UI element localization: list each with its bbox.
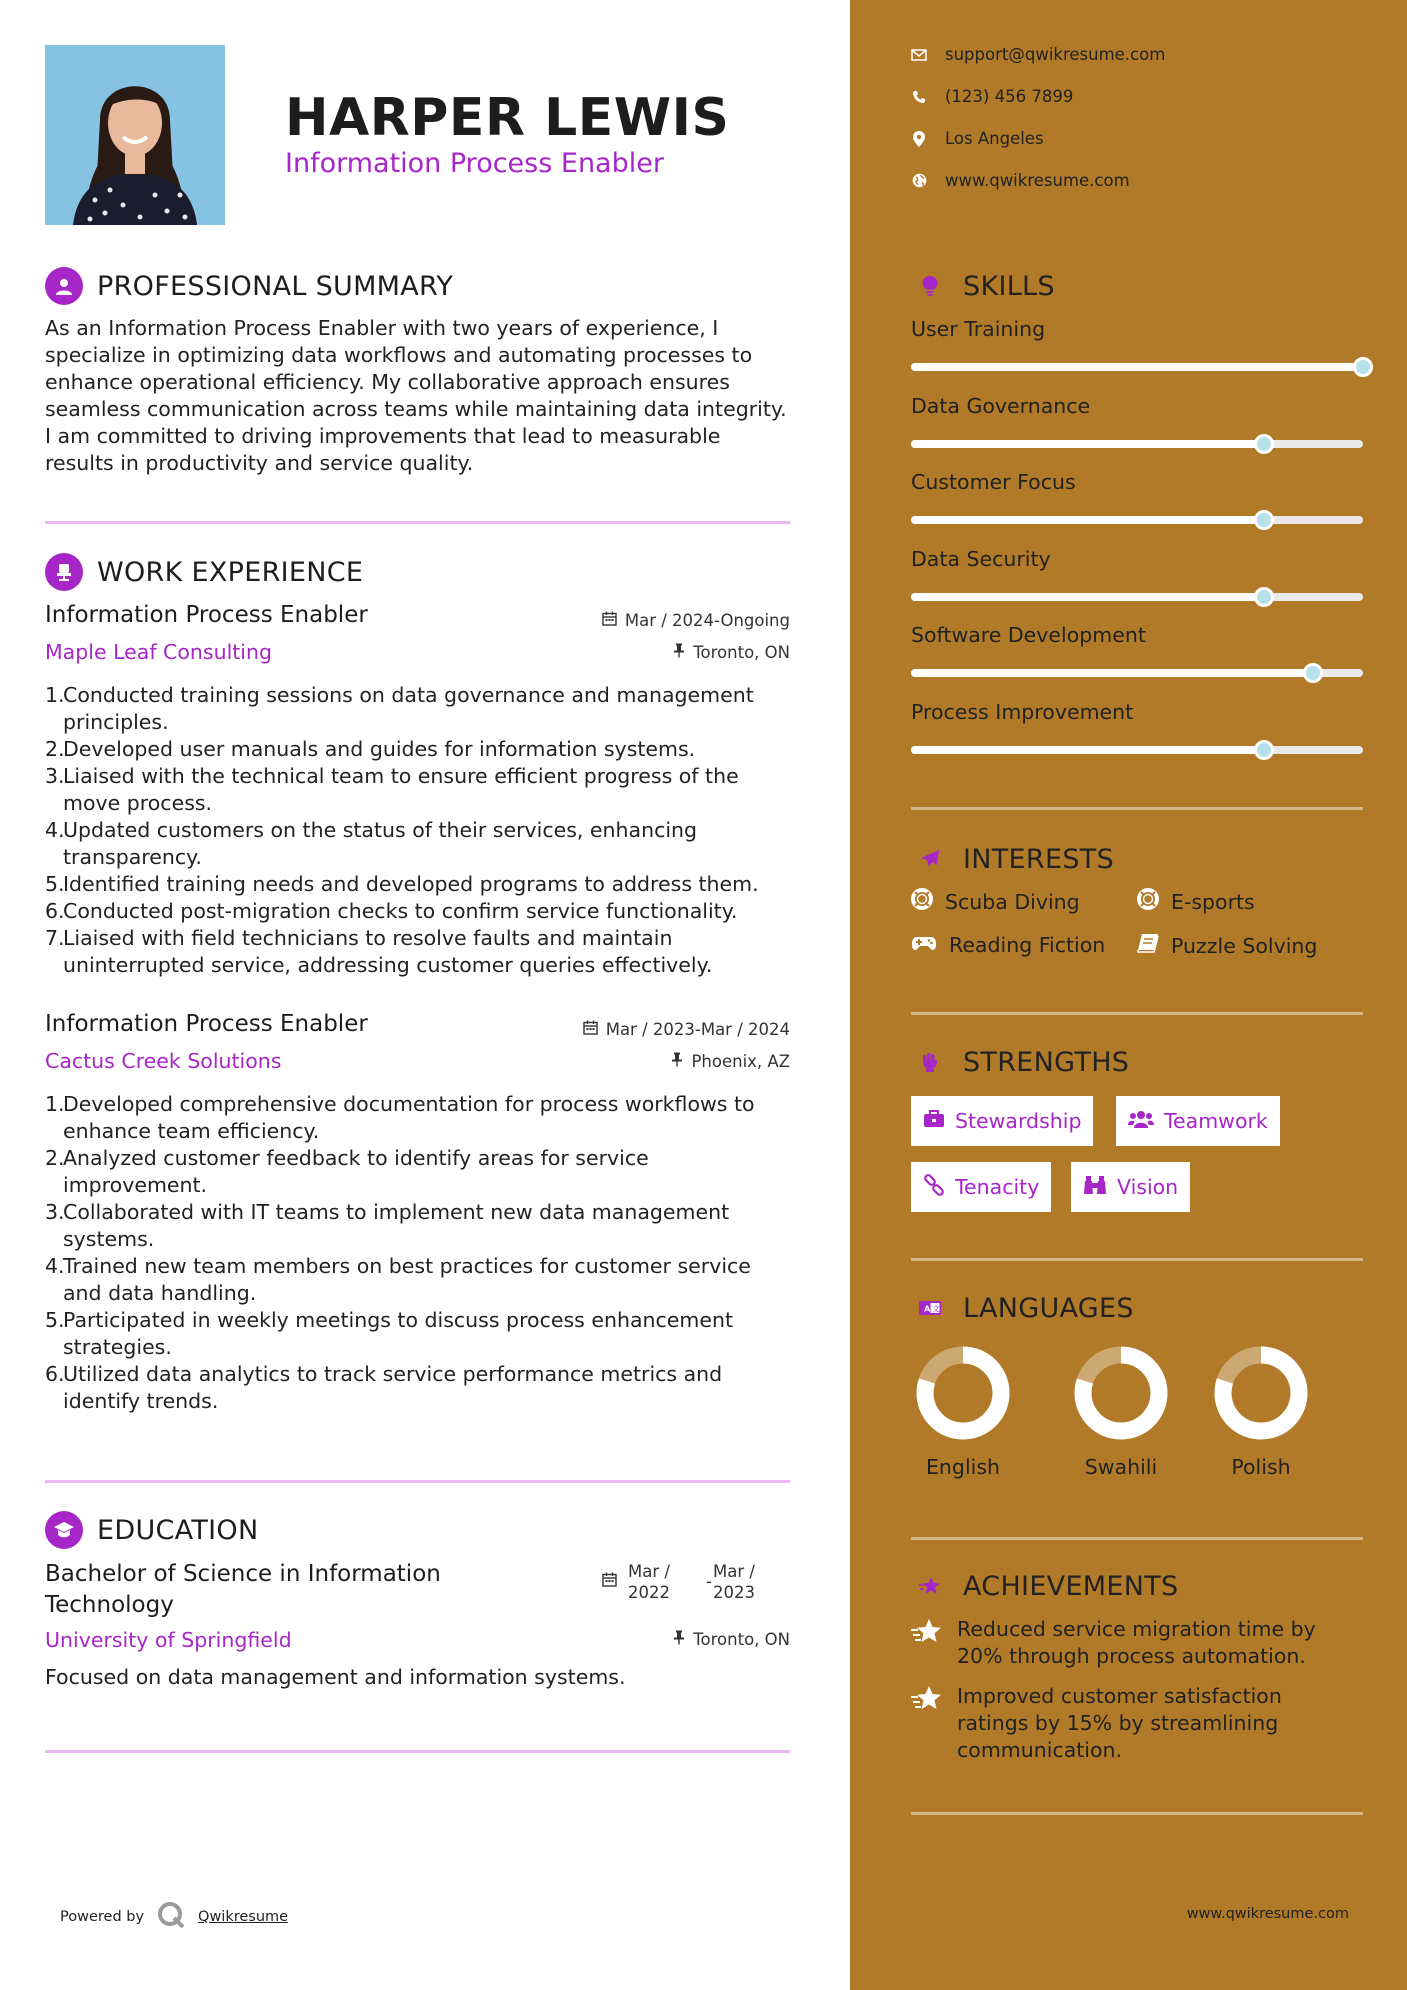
paper-plane-icon (911, 840, 949, 878)
calendar-icon (602, 611, 617, 630)
contact-website[interactable] (911, 171, 1130, 190)
language-label: English (925, 1455, 1001, 1479)
job-location (673, 643, 790, 662)
skill-bar-fill (911, 440, 1264, 448)
list-item: 5. Participated in weekly meetings to discuss process enhancement strategies. (45, 1308, 733, 1359)
list-item: 4. Updated customers on the status of their services, enhancing transparency. (45, 818, 698, 869)
contact-location (911, 129, 1044, 148)
skill-bar-knob (1254, 434, 1274, 454)
footer-website[interactable]: www.qwikresume.com (1186, 1906, 1349, 1922)
location-text: Los Angeles (945, 129, 1044, 148)
education-description: Focused on data management and information systems. (45, 1665, 626, 1689)
binoculars-icon (1083, 1175, 1107, 1200)
interests-divider (911, 1012, 1363, 1015)
education-school: University of Springfield (45, 1628, 292, 1652)
language-icon (911, 1289, 949, 1327)
phone-icon (911, 90, 927, 104)
education-start-date: Mar / 2022 (628, 1562, 670, 1602)
strength-chip: Vision (1071, 1162, 1190, 1212)
job-location-text: Phoenix, AZ (691, 1052, 790, 1071)
job-date (602, 611, 790, 630)
chair-icon (45, 553, 83, 591)
map-marker-icon (911, 131, 927, 147)
language-item (903, 1343, 1023, 1479)
job-location-text: Toronto, ON (693, 643, 790, 662)
summary-title: PROFESSIONAL SUMMARY (97, 270, 454, 302)
list-item: 5. Identified training needs and developed programs to address them. (45, 872, 759, 896)
strengths-title: STRENGTHS (963, 1046, 1130, 1078)
list-item: 6. Utilized data analytics to track service performance metrics and identify trends. (45, 1362, 723, 1413)
phone-text: (123) 456 7899 (945, 87, 1074, 106)
skill-label: Process Improvement (911, 699, 1134, 724)
strengths-heading (911, 1043, 1129, 1081)
qwikresume-logo-icon (156, 1900, 186, 1934)
education-divider (45, 1750, 790, 1753)
svg-text:A: A (924, 1304, 931, 1314)
languages-divider (911, 1537, 1363, 1540)
job-date-text: Mar / 2024-Ongoing (624, 611, 790, 630)
email-text: support@qwikresume.com (945, 45, 1166, 64)
star-badge-icon (911, 1567, 949, 1605)
interest-item: E-sports (1137, 888, 1255, 915)
skills-divider (911, 807, 1363, 810)
list-item: 7. Liaised with field technicians to resolve faults and maintain uninterrupted service, addressing customer queries effectively. (45, 926, 713, 977)
language-ring (1211, 1343, 1311, 1443)
skill-label: Software Development (911, 623, 1146, 647)
star-icon (911, 1618, 943, 1670)
list-item: 3. Collaborated with IT teams to implement new data management systems. (45, 1200, 730, 1251)
education-end-date: Mar / 2023 (713, 1562, 755, 1602)
language-ring (1071, 1343, 1171, 1443)
list-item: 6. Conducted post-migration checks to confirm service functionality. (45, 899, 738, 923)
book-icon (1137, 933, 1159, 958)
language-item (1061, 1343, 1181, 1479)
list-item: 1. Conducted training sessions on data governance and management principles. (45, 683, 754, 734)
powered-by (60, 1900, 288, 1934)
degree-line: Bachelor of Science in Information (45, 1561, 441, 1587)
job-duties (45, 682, 790, 979)
skill-bar-knob (1353, 357, 1373, 377)
skill-bar-fill (911, 516, 1264, 524)
skill-bar-fill (911, 669, 1313, 677)
interest-item: Puzzle Solving (1137, 933, 1317, 958)
svg-text:文: 文 (932, 1304, 941, 1314)
education-location: Toronto, ON (673, 1630, 790, 1649)
achievement-item: Reduced service migration time by 20% through process automation. (911, 1616, 1331, 1670)
achievements-heading (911, 1567, 1179, 1605)
interests-heading (911, 840, 1114, 878)
education-title: EDUCATION (97, 1514, 259, 1546)
job-title: Information Process Enabler (45, 1011, 368, 1037)
education-heading (45, 1511, 258, 1549)
summary-heading (45, 267, 453, 305)
languages-heading (911, 1289, 1134, 1327)
job-title: Information Process Enabler (45, 602, 368, 628)
job-company: Cactus Creek Solutions (45, 1049, 282, 1073)
list-item: 4. Trained new team members on best practices for customer service and data handling. (45, 1254, 751, 1305)
experience-heading (45, 553, 363, 591)
star-icon (911, 1685, 943, 1764)
interest-item: Reading Fiction (911, 933, 1105, 957)
achievements-divider (911, 1812, 1363, 1815)
lightbulb-icon (911, 267, 949, 305)
user-icon (45, 267, 83, 305)
calendar-icon (583, 1020, 598, 1039)
job-duties (45, 1091, 790, 1415)
language-ring (913, 1343, 1013, 1443)
skill-label: User Training (911, 317, 1046, 341)
strength-chip: Tenacity (911, 1162, 1051, 1212)
strength-chip: Stewardship (911, 1096, 1093, 1146)
skill-label: Customer Focus (911, 470, 1076, 494)
qwikresume-link[interactable]: Qwikresume (198, 1909, 289, 1925)
globe-icon (911, 173, 927, 188)
list-item: 3. Liaised with the technical team to ensure efficient progress of the move process. (45, 764, 739, 815)
achievements-title: ACHIEVEMENTS (963, 1570, 1179, 1602)
language-label: Swahili (1084, 1455, 1158, 1479)
skill-bar (911, 746, 1363, 754)
job-company: Maple Leaf Consulting (45, 640, 273, 664)
degree-line: Technology (45, 1592, 174, 1618)
date-separator: - (706, 1572, 712, 1591)
job-location (671, 1052, 790, 1071)
powered-by-text: Powered by (60, 1909, 145, 1925)
education-degree (45, 1559, 441, 1621)
skill-bar (911, 363, 1363, 371)
list-item: 2. Developed user manuals and guides for information systems. (45, 737, 696, 761)
skill-bar (911, 516, 1363, 524)
pin-icon (671, 1052, 683, 1071)
list-item: 1. Developed comprehensive documentation for process workflows to enhance team efficiency. (45, 1092, 755, 1143)
contact-phone[interactable] (911, 87, 1073, 106)
experience-divider (45, 1480, 790, 1483)
skill-bar-fill (911, 746, 1264, 754)
skill-bar (911, 669, 1363, 677)
pin-icon (673, 643, 685, 662)
languages-title: LANGUAGES (963, 1292, 1134, 1324)
skill-label: Data Governance (911, 393, 1091, 418)
gamepad-icon (911, 933, 937, 957)
calendar-icon (602, 1572, 617, 1591)
fist-icon (911, 1043, 949, 1081)
experience-title: WORK EXPERIENCE (97, 556, 364, 588)
job-date (583, 1020, 790, 1039)
skill-bar-knob (1254, 740, 1274, 760)
contact-email[interactable] (911, 45, 1165, 64)
link-icon (923, 1174, 945, 1201)
skill-bar (911, 440, 1363, 448)
pin-icon (673, 1630, 685, 1649)
website-text: www.qwikresume.com (945, 171, 1130, 190)
graduation-cap-icon (45, 1511, 83, 1549)
interest-item: Scuba Diving (911, 888, 1080, 915)
list-item: 2. Analyzed customer feedback to identify areas for service improvement. (45, 1146, 649, 1197)
achievement-item: Improved customer satisfaction ratings by 15% by streamlining communication. (911, 1683, 1331, 1764)
lifebuoy-icon (1137, 888, 1159, 915)
language-label: Polish (1231, 1455, 1291, 1479)
skill-label: Data Security (911, 546, 1051, 571)
summary-text: As an Information Process Enabler with two years of experience, I specialize in optimizing data workflows and automating processes to enhance operational efficiency. My collaborative approach ensures seamless communication across teams while maintaining data integrity. I am committed to driving improvements that lead to measurable results in productivity and service quality. (45, 316, 787, 475)
skill-bar-knob (1254, 510, 1274, 530)
skill-bar-knob (1254, 587, 1274, 607)
strengths-divider (911, 1258, 1363, 1261)
profile-photo (45, 45, 225, 225)
skill-bar-fill (911, 363, 1363, 371)
skill-bar-fill (911, 593, 1264, 601)
summary-divider (45, 521, 790, 524)
users-icon (1128, 1109, 1154, 1133)
candidate-name: HARPER LEWIS (285, 88, 730, 148)
briefcase-icon (923, 1109, 945, 1133)
interests-title: INTERESTS (963, 843, 1115, 875)
candidate-role: Information Process Enabler (285, 148, 664, 179)
language-item (1201, 1343, 1321, 1479)
skills-heading (911, 267, 1055, 305)
skill-bar (911, 593, 1363, 601)
envelope-icon (911, 49, 927, 61)
lifebuoy-icon (911, 888, 933, 915)
job-date-text: Mar / 2023-Mar / 2024 (605, 1020, 790, 1039)
skills-title: SKILLS (963, 270, 1055, 302)
strength-chip: Teamwork (1116, 1096, 1280, 1146)
